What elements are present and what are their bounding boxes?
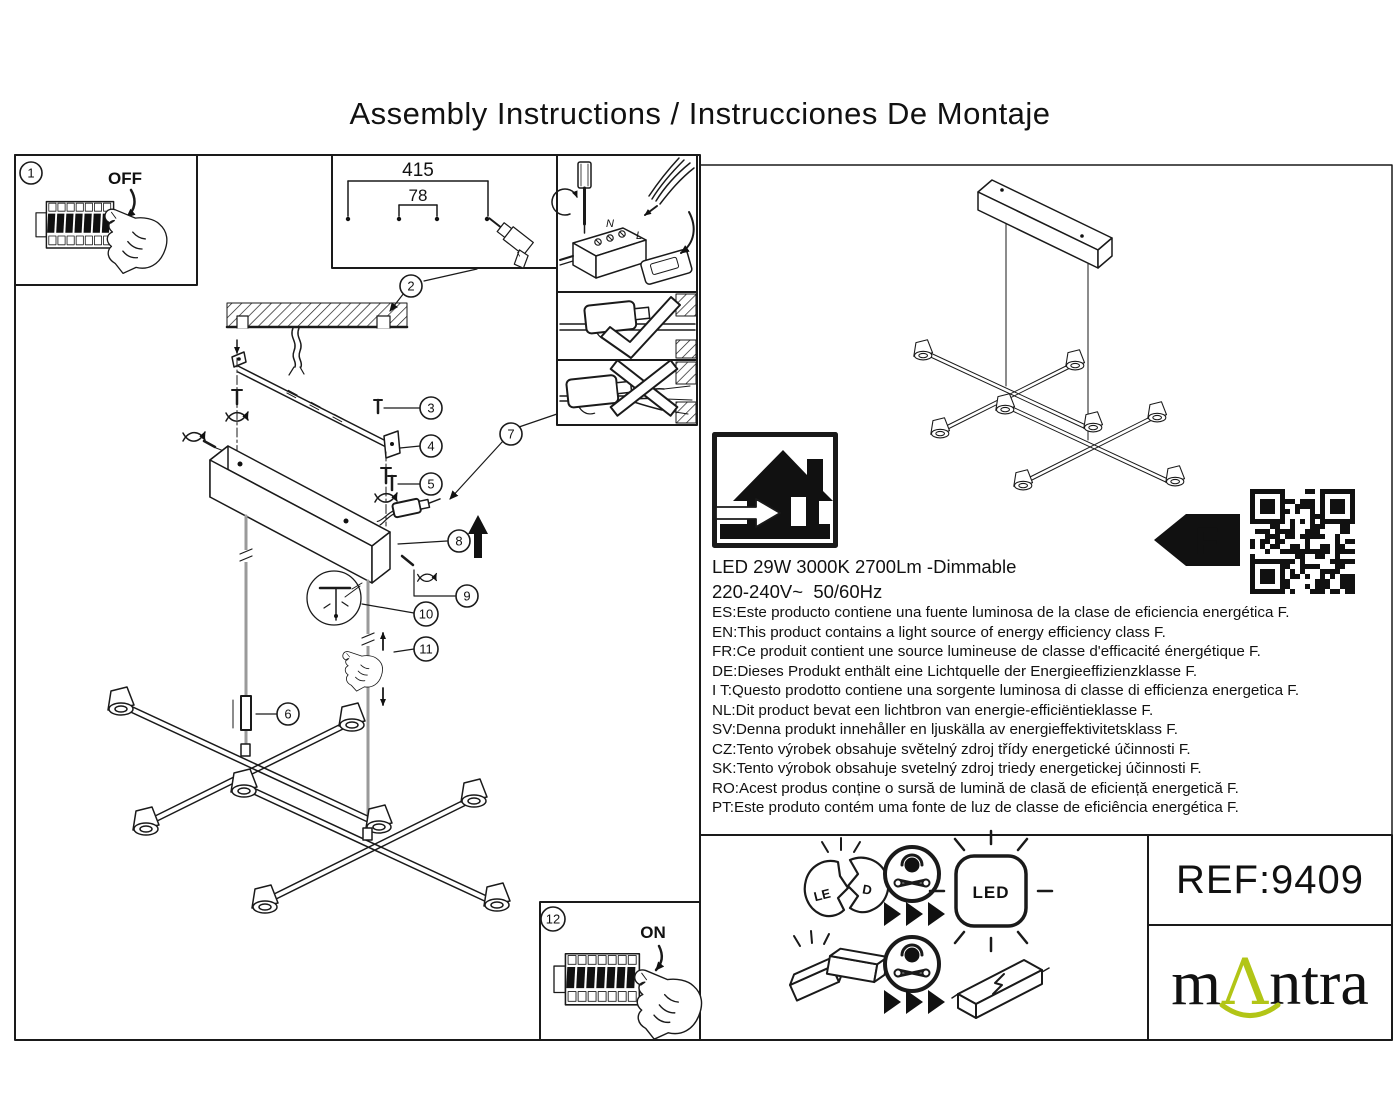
arrow-down-icon (127, 190, 134, 217)
indoor-use-house-icon (715, 435, 836, 546)
brand-text-m: m (1171, 946, 1222, 1018)
brand-lambda: Λ (1222, 945, 1269, 1020)
exploded-diagram (108, 269, 557, 913)
step-callout-1 (20, 162, 42, 184)
step-callout-6 (277, 703, 299, 725)
push-up-arrow-icon (468, 515, 488, 534)
language-line: ES:Este producto contiene una fuente luminosa de la clase de eficiencia energética F. (712, 604, 1290, 621)
energy-class-letter: F (1195, 521, 1219, 563)
mounting-bracket-icon (232, 352, 400, 458)
svg-text:2: 2 (407, 278, 415, 294)
language-line: DE:Dieses Produkt enthält eine Lichtquelle der Energieeffizienzklasse F. (712, 662, 1198, 680)
spec-line-2: 220-240V~ 50/60Hz (712, 581, 883, 602)
step-callout-3 (420, 397, 442, 419)
mains-wire-icon (289, 328, 304, 375)
step-callout-5 (420, 473, 442, 495)
step-callout-9 (456, 585, 478, 607)
dimension-outer: 415 (402, 160, 434, 181)
svg-text:12: 12 (545, 911, 561, 927)
svg-text:10: 10 (418, 606, 434, 622)
dimension-inner: 78 (408, 186, 428, 205)
service-icons (787, 831, 1052, 1018)
svg-text:6: 6 (284, 706, 292, 722)
quick-connector-icon (374, 494, 442, 525)
qr-code-icon (1250, 489, 1355, 594)
finished-lamp-drawing (914, 180, 1185, 490)
terminal-neutral-label: N (606, 218, 614, 230)
breaker-on-label: ON (640, 923, 666, 942)
lamp-cross-frame (108, 687, 510, 913)
broken-led-icon (805, 838, 889, 916)
panel-power-on (541, 907, 708, 1050)
svg-text:5: 5 (427, 476, 435, 492)
panel-wiring-wrong (560, 360, 696, 423)
svg-text:D: D (861, 881, 874, 898)
cable-sleeve-icon (241, 696, 251, 730)
svg-text:3: 3 (427, 400, 435, 416)
spec-line-1: LED 29W 3000K 2700Lm -Dimmable (712, 556, 1017, 577)
language-line: NL:Dit product bevat een lichtbron van energie-efficiëntieklasse F. (712, 701, 1154, 719)
rotate-cover-arrow-icon (681, 212, 694, 253)
step-callout-11 (414, 637, 438, 661)
brand-smile-icon (1218, 1002, 1282, 1024)
rotate-arrow-icon (552, 189, 577, 215)
step-callout-12 (541, 907, 565, 931)
svg-text:11: 11 (419, 641, 433, 657)
canopy-icon (210, 446, 390, 583)
language-line: SV:Denna produkt innehåller en ljuskälla av energieffektivitetsklass F. (712, 721, 1179, 738)
language-line: PT:Este produto contém uma fonte de luz de classe de eficiência energética F. (712, 799, 1239, 816)
panel-wiring-terminal (552, 158, 694, 285)
led-driver-icon (952, 960, 1049, 1018)
svg-text:4: 4 (427, 438, 435, 454)
step-callout-10 (414, 602, 438, 626)
language-line: SK:Tento výrobok obsahuje svetelný zdroj triedy energetickej účinnosti F. (712, 760, 1202, 777)
ceiling-icon (227, 303, 407, 328)
language-line: FR:Ce produit contient une source lumineuse de classe d'efficacité énergétique F. (712, 643, 1261, 660)
panel-wiring-correct (560, 294, 696, 358)
brand-text-ntra: ntra (1269, 946, 1369, 1018)
language-line: EN:This product contains a light source of energy efficiency class F. (712, 623, 1166, 641)
terminal-live-label: L (636, 230, 643, 242)
breaker-off-label: OFF (108, 169, 142, 188)
panel-drill-template (346, 160, 540, 270)
panel-power-off (20, 162, 173, 283)
svg-text:9: 9 (463, 588, 471, 604)
step-callout-4 (420, 435, 442, 457)
energy-class-arrow-icon (1154, 514, 1240, 566)
wire-cover-icon (640, 249, 693, 285)
wall-icon (676, 340, 696, 358)
svg-text:7: 7 (507, 426, 515, 442)
language-line: CZ:Tento výrobek obsahuje světelný zdroj třídy energetické účinnosti F. (712, 740, 1191, 758)
step-callout-8 (448, 530, 470, 552)
language-line: RO:Acest produs conține o sursă de lumină de clasă de eficiență energetică F. (712, 779, 1239, 797)
terminal-block-icon (560, 228, 646, 278)
svg-text:8: 8 (455, 533, 463, 549)
reference-number: REF:9409 (1175, 857, 1365, 902)
svg-text:LE: LE (812, 885, 833, 905)
magnifier-detail-icon (307, 571, 362, 625)
led-label: LED (972, 883, 1010, 902)
screwdriver-icon (578, 162, 591, 233)
step-callout-7 (500, 423, 522, 445)
led-module-icon (930, 831, 1052, 951)
page-title: Assembly Instructions / Instrucciones De Montaje (349, 96, 1051, 131)
wall-icon (676, 362, 696, 384)
mains-wires-icon (649, 158, 694, 204)
step-callout-2 (400, 275, 422, 297)
height-adjust-hand-icon (335, 649, 385, 696)
svg-text:1: 1 (27, 165, 35, 181)
broken-driver-icon (787, 931, 888, 1001)
arrow-up-icon (656, 946, 662, 970)
language-line: I T:Questo prodotto contiene una sorgente luminosa di classe di efficienza energetica F. (712, 682, 1300, 699)
